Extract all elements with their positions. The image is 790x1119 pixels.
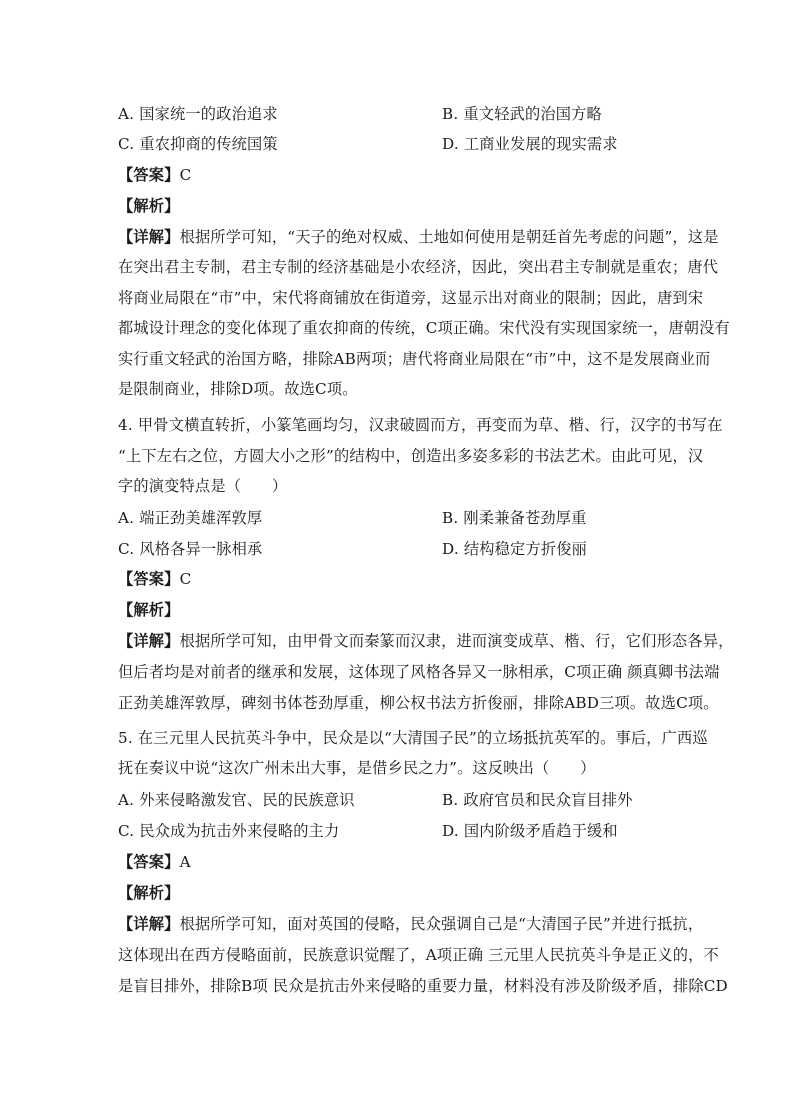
answer-tag: 【答案】 xyxy=(118,853,180,871)
q5-analysis-tag: 【解析】 xyxy=(118,884,180,902)
q3-detail-line: 实行重文轻武的治国方略，排除AB两项；唐代将商业局限在“市”中，这不是发展商业而 xyxy=(118,350,711,368)
q4-detail-line: 正劲美雄浑敦厚，碑刻书体苍劲厚重，柳公权书法方折俊丽，排除ABD三项。故选C项。 xyxy=(118,694,719,712)
q5-detail-line: 是盲目排外，排除B项 民众是抗击外来侵略的重要力量，材料没有涉及阶级矛盾，排除CD xyxy=(118,977,728,995)
detail-text: 根据所学可知，面对英国的侵略，民众强调自己是“大清国子民”并进行抵抗， xyxy=(179,915,704,933)
q3-detail-line: 将商业局限在“市”中，宋代将商铺放在街道旁，这显示出对商业的限制；因此，唐到宋 xyxy=(118,289,704,307)
q5-stem-line: 5. 在三元里人民抗英斗争中，民众是以“大清国子民”的立场抵抗英军的。事后，广西巡 xyxy=(118,729,708,747)
q4-analysis-tag: 【解析】 xyxy=(118,601,180,619)
q5-stem-line: 抚在奏议中说“这次广州未出大事，是借乡民之力”。这反映出（ ） xyxy=(118,759,596,777)
answer-value: C xyxy=(179,166,192,184)
q4-option-d: D. 结构稳定方折俊丽 xyxy=(442,540,587,558)
answer-value: A xyxy=(179,853,191,871)
detail-text: 根据所学可知，由甲骨文而秦篆而汉隶，进而演变成草、楷、行，它们形态各异， xyxy=(179,632,734,650)
q3-option-b: B. 重文轻武的治国方略 xyxy=(442,105,602,123)
q5-detail-line: 这体现出在西方侵略面前，民族意识觉醒了，A项正确 三元里人民抗英斗争是正义的，不 xyxy=(118,946,719,964)
q4-option-b: B. 刚柔兼备苍劲厚重 xyxy=(442,509,587,527)
answer-tag: 【答案】 xyxy=(118,570,180,588)
q3-detail-line xyxy=(118,226,719,248)
q5-option-d: D. 国内阶级矛盾趋于缓和 xyxy=(442,822,618,840)
q3-option-a: A. 国家统一的政治追求 xyxy=(118,105,278,123)
q4-option-a: A. 端正劲美雄浑敦厚 xyxy=(118,509,263,527)
detail-tag: 【详解】 xyxy=(118,632,180,650)
q3-detail-line: 是限制商业，排除D项。故选C项。 xyxy=(118,380,358,398)
q5-detail-line xyxy=(118,913,704,935)
q5-option-b: B. 政府官员和民众盲目排外 xyxy=(442,791,633,809)
q4-stem-line: 4. 甲骨文横直转折，小篆笔画均匀，汉隶破圆而方，再变而为草、楷、行，汉字的书写在 xyxy=(118,416,723,434)
detail-tag: 【详解】 xyxy=(118,228,180,246)
q4-stem-line: “上下左右之位，方圆大小之形”的结构中，创造出多姿多彩的书法艺术。由此可见，汉 xyxy=(118,447,704,465)
q4-answer xyxy=(118,568,678,590)
answer-value: C xyxy=(179,570,192,588)
q3-answer xyxy=(118,164,678,186)
q4-stem-line: 字的演变特点是（ ） xyxy=(118,477,288,495)
q3-option-c: C. 重农抑商的传统国策 xyxy=(118,135,278,153)
q5-answer xyxy=(118,851,678,873)
q3-analysis-tag: 【解析】 xyxy=(118,197,180,215)
q3-detail-line: 都城设计理念的变化体现了重农抑商的传统，C项正确。宋代没有实现国家统一，唐朝没有 xyxy=(118,319,730,337)
q3-detail-line: 在突出君主专制，君主专制的经济基础是小农经济，因此，突出君主专制就是重农；唐代 xyxy=(118,258,719,276)
q4-option-c: C. 风格各异一脉相承 xyxy=(118,540,263,558)
q4-detail-line xyxy=(118,630,734,652)
q3-option-d: D. 工商业发展的现实需求 xyxy=(442,135,618,153)
q4-detail-line: 但后者均是对前者的继承和发展，这体现了风格各异又一脉相承，C项正确 颜真卿书法端 xyxy=(118,663,720,681)
detail-tag: 【详解】 xyxy=(118,915,180,933)
detail-text: 根据所学可知，“天子的绝对权威、土地如何使用是朝廷首先考虑的问题”，这是 xyxy=(179,228,719,246)
q5-option-c: C. 民众成为抗击外来侵略的主力 xyxy=(118,822,340,840)
q5-option-a: A. 外来侵略激发官、民的民族意识 xyxy=(118,791,355,809)
answer-tag: 【答案】 xyxy=(118,166,180,184)
